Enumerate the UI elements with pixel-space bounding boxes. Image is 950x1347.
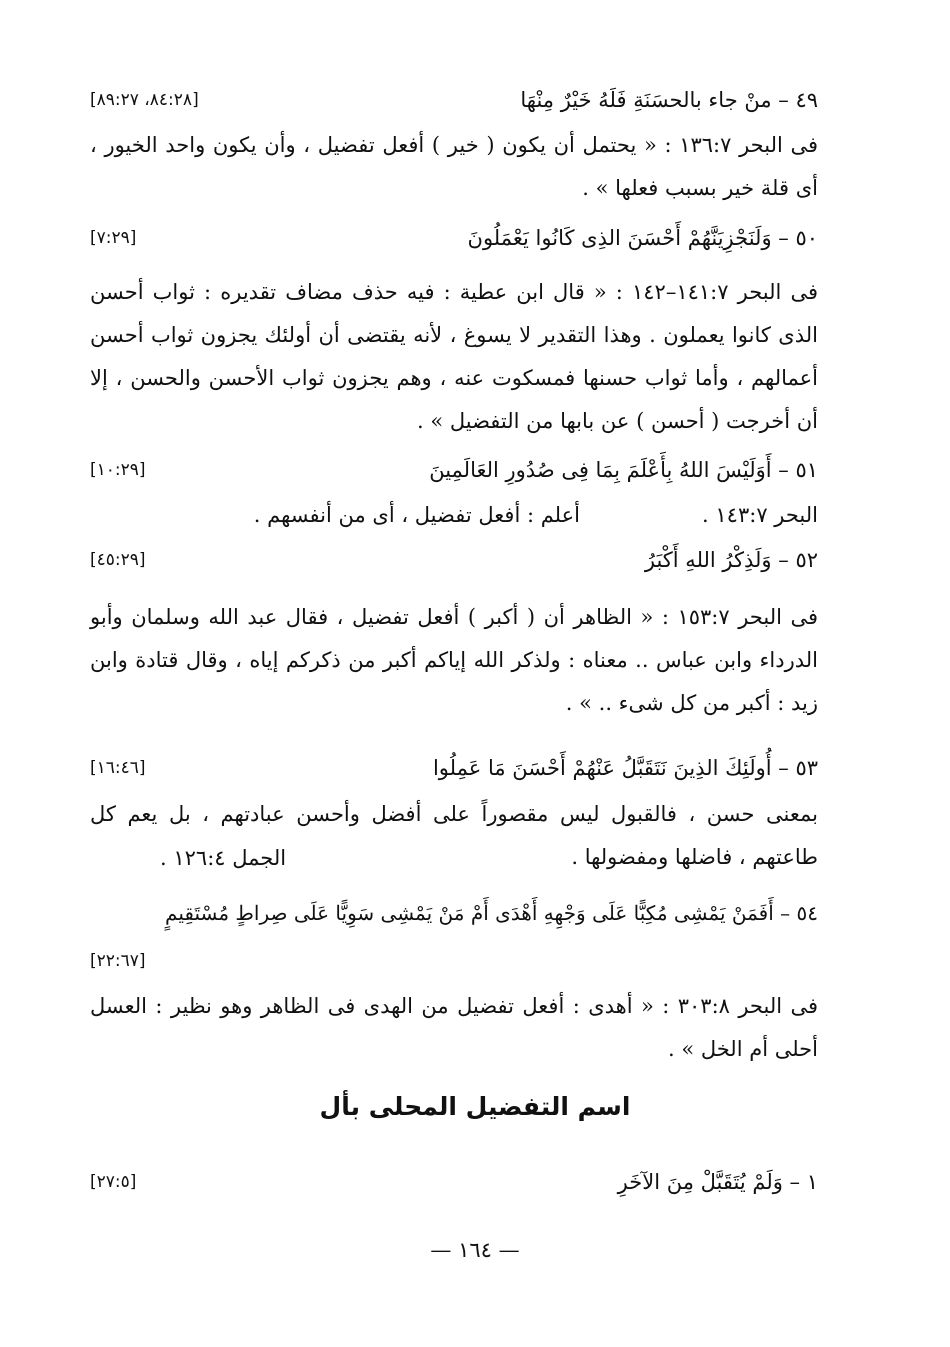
commentary-49: فى البحر ١٣٦:٧ : « يحتمل أن يكون ( خير ) أفعل تفضيل ، وأن يكون واحد الخيور ، أى قلة خير بسبب فعلها » . [90, 133, 819, 200]
verse-50-line [90, 218, 818, 258]
verse-54-ref-line [90, 941, 818, 981]
verse-54-line [90, 893, 818, 933]
verse-ref: [٢٧:٥] [90, 1172, 137, 1192]
verse-ref: [٢٢:٦٧] [90, 951, 146, 971]
verse-ref: [١٦:٤٦] [90, 758, 146, 778]
verse-ref: [٨٤:٢٨، ٨٩:٢٧] [90, 90, 199, 110]
verse-text: ٥٤ – أَفَمَنْ يَمْشِى مُكِبًّا عَلَى وَجْهِهِ أَهْدَى أَمْ مَنْ يَمْشِى سَوِيًّا عَلَى صِراطٍ مُسْتَقِيمٍ [165, 901, 818, 925]
verse-52-line [90, 540, 818, 580]
verse-text: ٥٠ – وَلَنَجْزِيَنَّهُمْ أَحْسَنَ الذِى كَانُوا يَعْمَلُونَ [467, 226, 818, 250]
commentary-50: فى البحر ١٤١:٧–١٤٢ : « قال ابن عطية : فيه حذف مضاف تقديره : ثواب أحسن الذى كانوا يعملون . وهذا التقدير لا يسوغ ، لأنه يقتضى أن أولئك يجزون ثواب أحسن أعمالهم ، وأما ثواب حسنها فمسكوت عنه ، وهم يجزون ثواب الأحسن والحسن ، إلا أن أخرجت ( أحسن ) عن بابها من التفضيل » . [90, 280, 819, 433]
verse-ref: [٤٥:٢٩] [90, 550, 146, 570]
commentary-52: فى البحر ١٥٣:٧ : « الظاهر أن ( أكبر ) أفعل تفضيل ، فقال عبد الله وسلمان وأبو الدرداء وابن عباس .. معناه : ولذكر الله إياكم أكبر من ذكركم إياه ، وقال قتادة وابن زيد : أكبر من كل شىء .. » . [90, 605, 818, 715]
verse-53-line [90, 748, 818, 788]
verse-text: ٥٢ – وَلَذِكْرُ اللهِ أَكْبَرُ [644, 548, 818, 572]
verse-51-line [90, 450, 818, 490]
verse-text: ٥١ – أَوَلَيْسَ اللهُ بِأَعْلَمَ بِمَا فِى صُدُورِ العَالَمِينَ [429, 458, 818, 482]
commentary-53-text: بمعنى حسن ، فالقبول ليس مقصوراً على أفضل وأحسن عبادتهم ، بل يعم كل طاعتهم ، فاضلها ومفضولها . [90, 802, 818, 869]
verse-text: ٥٣ – أُولَئِكَ الذِينَ نَتَقَبَّلُ عَنْهُمْ أَحْسَنَ مَا عَمِلُوا [432, 756, 818, 780]
commentary-51-source: البحر ١٤٣:٧ . [702, 503, 818, 527]
verse-text: ٤٩ – منْ جاء بالحسَنَةِ فَلَهُ خَيْرٌ مِنْهَا [520, 88, 818, 112]
page-number: — ١٦٤ — [430, 1238, 520, 1262]
commentary-51-text: أعلم : أفعل تفضيل ، أى من أنفسهم . [253, 503, 580, 527]
commentary-54: فى البحر ٣٠٣:٨ : « أهدى : أفعل تفضيل من الهدى فى الظاهر وهو نظير : العسل أحلى أم الخل » . [90, 994, 819, 1061]
section-heading: اسم التفضيل المحلى بأل [319, 1092, 631, 1121]
verse-text: ١ – وَلَمْ يُتَقَبَّلْ مِنَ الآخَرِ [617, 1170, 818, 1194]
commentary-53-source: الجمل ١٢٦:٤ . [160, 846, 287, 870]
verse-ref: [٧:٢٩] [90, 228, 137, 248]
section-verse-1-line [90, 1162, 818, 1202]
commentary-51 [90, 494, 818, 537]
verse-ref: [١٠:٢٩] [90, 460, 146, 480]
verse-49-line [90, 80, 818, 120]
commentary-53-source-line [90, 838, 818, 878]
